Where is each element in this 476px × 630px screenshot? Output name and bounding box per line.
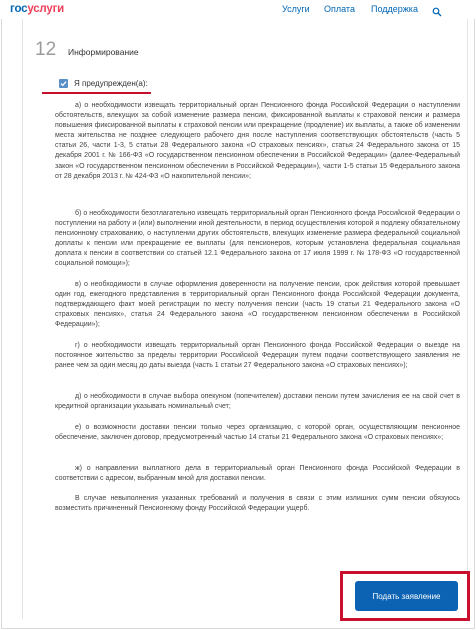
paragraph-liability: В случае невыполнения указанных требований и получения в связи с этим излишних сумм пенсии обязуюсь возместить причиненный Пенсионному фонду Российской Федерации ущерб. xyxy=(55,495,460,513)
nav-services-link[interactable]: Услуги xyxy=(282,4,310,14)
agreement-checkbox[interactable] xyxy=(59,79,68,88)
agreement-label[interactable]: Я предупрежден(а): xyxy=(74,79,148,88)
paragraph-d: д) о необходимости в случае выбора опекуном (попечителем) доставки пенсии путем зачисления ее на свой счет в кредитной организации указывать номинальный счет; xyxy=(55,393,460,411)
paragraph-b: б) о необходимости безотлагательно извещать территориальный орган Пенсионного фонда Российской Федерации о поступлении на работу и (или) выполнении иной деятельности, в период осуществления которой я подлежу обязательному пенсионному страхованию, о наступлении других обстоятельств, влекущих изменение размера федеральной социальной доплаты к пенсии или прекращение ее выплаты (для пенсионеров, которым установлена федеральная социальная доплата к пенсии в соответствии со статьей 12.1 Федерального закона от 17 июля 1999 г. № 178-ФЗ «О государственной социальной помощи»); xyxy=(55,210,460,268)
paragraph-e: е) о возможности доставки пенсии только через организацию, с которой орган, осуществляющим пенсионное обеспечение, заключен договор, предусмотренный частью 14 статьи 21 Федерального закона «О страховых пенсиях»; xyxy=(55,424,460,442)
paragraph-zh: ж) о направлении выплатного дела в территориальный орган Пенсионного фонда Российской Федерации в соответствии с адресом, выбранным мной для доставки пенсии. xyxy=(55,465,460,483)
paragraph-g: г) о необходимости извещать территориальный орган Пенсионного фонда Российской Федерации о выезде на постоянное жительство за пределы территории Российской Федерации путем подачи соответствующего заявления не ранее чем за один месяц до даты выезда (часть 1 статьи 27 Федерального закона «О страховых пенсиях»); xyxy=(55,342,460,370)
nav-support-link[interactable]: Поддержка xyxy=(371,4,418,14)
gosuslugi-logo[interactable]: госуслуги xyxy=(10,3,65,15)
top-navigation xyxy=(0,0,476,19)
step-title: Информирование xyxy=(68,47,139,57)
submit-application-button[interactable]: Подать заявление xyxy=(355,581,458,611)
paragraph-v: в) о необходимости в случае оформления доверенности на получение пенсии, срок действия которой превышает один год, ежегодного представления в территориальный орган Пенсионного фонда Российской Федерации документа, подтверждающего факт моей регистрации по месту получения пенсии (часть 19 статьи 21 Федерального закона «О страховых пенсиях», статья 24 Федерального закона «О государственном пенсионном обеспечении в Российской Федерации»); xyxy=(55,281,460,329)
highlight-underline xyxy=(42,92,151,94)
paragraph-a: а) о необходимости извещать территориальный орган Пенсионного фонда Российской Федерации о наступлении обстоятельств, влекущих за собой изменение размера пенсии, фиксированной выплаты к страховой пенсии и размера повышения фиксированной выплаты к страховой пенсии или прекращение (продление) их выплаты, а также об изменении места жительства не позднее следующего рабочего дня после наступления соответствующих обстоятельств (часть 5 статьи 26, части 1-3, 5 статьи 28 Федерального закона «О страховых пенсиях», статья 24 Федерального закона от 15 декабря 2001 г. № 166-ФЗ «О государственном пенсионном обеспечении в Российской Федерации» (далее-Федеральный закон «О государственном пенсионном обеспечении в Российской Федерации»), части 1-5 статьи 15 Федерального закона от 28 декабря 2013 г. № 424-ФЗ «О накопительной пенсии»; xyxy=(55,102,460,180)
step-number: 12 xyxy=(35,39,57,60)
nav-payment-link[interactable]: Оплата xyxy=(324,4,355,14)
check-icon xyxy=(59,79,68,88)
search-icon[interactable] xyxy=(432,4,442,14)
